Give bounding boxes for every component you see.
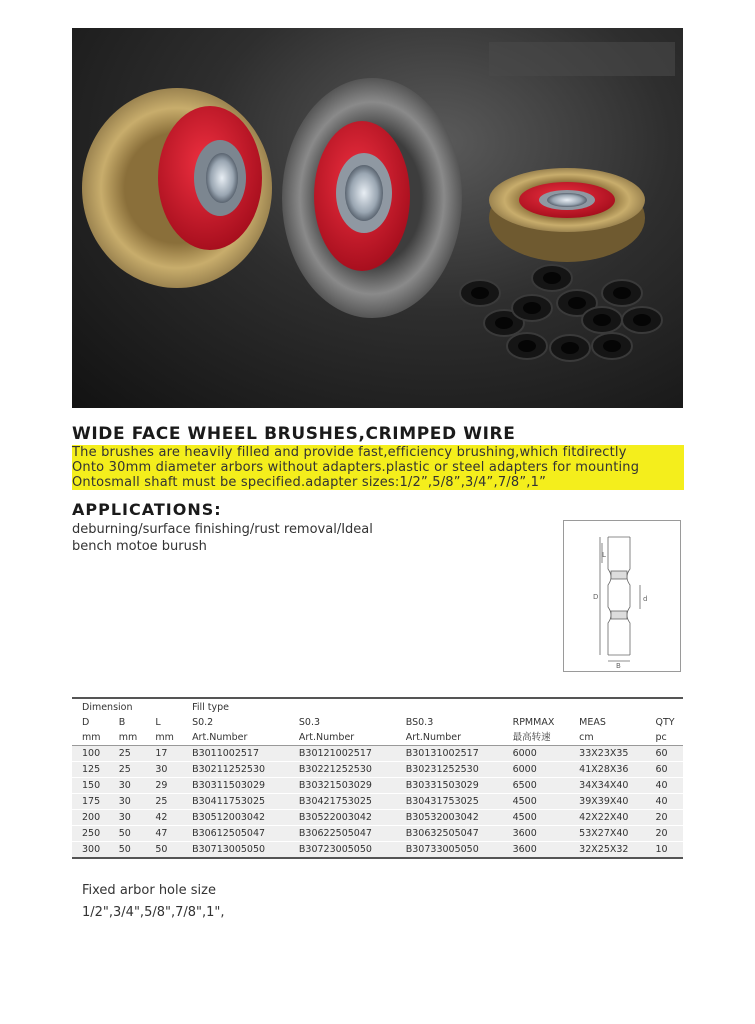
spec-table: [72, 697, 683, 859]
applications-heading: APPLICATIONS:: [72, 500, 222, 519]
table-row: [72, 746, 683, 762]
table-cell: 250: [72, 826, 109, 842]
table-cell: B30221252530: [289, 762, 396, 778]
table-units: [72, 730, 683, 746]
table-cell: 40: [645, 794, 683, 810]
table-cell: 100: [72, 746, 109, 762]
table-cell: 25: [145, 794, 182, 810]
column-header: S0.2: [192, 717, 214, 728]
unit-cell: Art.Number: [192, 732, 248, 743]
table-cell: B30733005050: [396, 842, 503, 859]
table-cell: 125: [72, 762, 109, 778]
table-cell: B30331503029: [396, 778, 503, 794]
dimension-diagram: [563, 520, 681, 672]
table-cell: 300: [72, 842, 109, 859]
table-cell: 3600: [503, 842, 570, 859]
table-cell: 41X28X36: [569, 762, 645, 778]
group-dimension: Dimension: [82, 701, 133, 713]
table-header: [72, 715, 683, 730]
table-cell: 20: [645, 810, 683, 826]
table-cell: 4500: [503, 810, 570, 826]
unit-cell: 最高转速: [512, 732, 551, 743]
description-line: Ontosmall shaft must be specified.adapter sizes:1/2”,5/8”,3/4”,7/8”,1”: [72, 475, 684, 490]
table-cell: 6500: [503, 778, 570, 794]
unit-cell: mm: [82, 732, 101, 743]
table-cell: B30622505047: [289, 826, 396, 842]
table-cell: 175: [72, 794, 109, 810]
table-cell: B30522003042: [289, 810, 396, 826]
product-photo: [72, 28, 683, 408]
table-row: [72, 826, 683, 842]
table-cell: 20: [645, 826, 683, 842]
applications-text: [72, 521, 373, 555]
column-header: RPMMAX: [512, 717, 555, 728]
steel-wheel: [282, 78, 462, 318]
table-cell: 47: [145, 826, 182, 842]
applications-line: deburning/surface finishing/rust removal/Ideal: [72, 522, 373, 537]
table-cell: 10: [645, 842, 683, 859]
table-cell: 25: [109, 762, 146, 778]
table-cell: B30131002517: [396, 746, 503, 762]
table-cell: 17: [145, 746, 182, 762]
unit-cell: pc: [655, 732, 667, 743]
unit-cell: mm: [118, 732, 138, 743]
table-cell: 30: [145, 762, 182, 778]
table-cell: B30311503029: [182, 778, 289, 794]
product-description: [72, 445, 684, 490]
column-header: QTY: [655, 717, 675, 728]
table-cell: B30532003042: [396, 810, 503, 826]
table-cell: 40: [645, 778, 683, 794]
table-cell: B30431753025: [396, 794, 503, 810]
table-row: [72, 794, 683, 810]
brass-wheel-small: [489, 168, 645, 262]
table-cell: 50: [145, 842, 182, 859]
table-cell: B30632505047: [396, 826, 503, 842]
table-cell: 30: [109, 810, 146, 826]
table-cell: 30: [109, 778, 146, 794]
table-cell: 29: [145, 778, 182, 794]
table-cell: B30121002517: [289, 746, 396, 762]
table-cell: B30612505047: [182, 826, 289, 842]
brass-wheel-large: [82, 88, 272, 288]
table-cell: 6000: [503, 762, 570, 778]
table-cell: 50: [109, 842, 146, 859]
table-cell: B30723005050: [289, 842, 396, 859]
table-cell: 33X23X35: [569, 746, 645, 762]
column-header: B: [118, 717, 126, 728]
column-header: L: [155, 717, 161, 728]
table-cell: 50: [109, 826, 146, 842]
table-cell: 42: [145, 810, 182, 826]
group-fill-type: Fill type: [192, 701, 229, 713]
wheel-brushes-illustration: [72, 28, 683, 408]
description-line: The brushes are heavily filled and provide fast,efficiency brushing,which fitdirectly: [72, 445, 684, 460]
table-cell: 4500: [503, 794, 570, 810]
table-cell: 150: [72, 778, 109, 794]
table-cell: B3011002517: [182, 746, 289, 762]
table-row: [72, 778, 683, 794]
product-title: WIDE FACE WHEEL BRUSHES,CRIMPED WIRE: [72, 424, 516, 444]
unit-cell: Art.Number: [298, 732, 355, 743]
arbor-label: Fixed arbor hole size: [82, 883, 216, 898]
arbor-info: [82, 880, 225, 924]
table-cell: 200: [72, 810, 109, 826]
description-line: Onto 30mm diameter arbors without adapters.plastic or steel adapters for mounting: [72, 460, 684, 475]
table-cell: 34X34X40: [569, 778, 645, 794]
table-cell: 60: [645, 762, 683, 778]
table-cell: B30512003042: [182, 810, 289, 826]
column-header: D: [82, 717, 90, 728]
unit-cell: cm: [579, 732, 594, 743]
table-cell: B30321503029: [289, 778, 396, 794]
unit-cell: mm: [155, 732, 174, 743]
table-cell: 60: [645, 746, 683, 762]
table-cell: B30713005050: [182, 842, 289, 859]
table-row: [72, 762, 683, 778]
table-body: [72, 746, 683, 859]
column-header: S0.3: [298, 717, 321, 728]
applications-line: bench motoe burush: [72, 539, 207, 554]
unit-cell: Art.Number: [405, 732, 462, 743]
column-header: BS0.3: [405, 717, 434, 728]
label-D: D: [593, 593, 599, 601]
table-cell: 32X25X32: [569, 842, 645, 859]
table-cell: B30211252530: [182, 762, 289, 778]
table-cell: 53X27X40: [569, 826, 645, 842]
column-header: MEAS: [579, 717, 606, 728]
table-row: [72, 810, 683, 826]
table-cell: 30: [109, 794, 146, 810]
table-cell: B30231252530: [396, 762, 503, 778]
label-d: d: [643, 595, 648, 603]
table-cell: B30411753025: [182, 794, 289, 810]
arbor-sizes: 1/2",3/4",5/8",7/8",1",: [82, 905, 225, 920]
table-cell: 39X39X40: [569, 794, 645, 810]
table-cell: 3600: [503, 826, 570, 842]
table-cell: 42X22X40: [569, 810, 645, 826]
plastic-adapters: [460, 265, 662, 361]
table-cell: 6000: [503, 746, 570, 762]
label-B: B: [616, 662, 621, 670]
table-cell: 25: [109, 746, 146, 762]
table-cell: B30421753025: [289, 794, 396, 810]
table-group-header: [72, 698, 683, 715]
brush-cross-section: [564, 521, 680, 671]
label-L: L: [602, 551, 606, 559]
table-row: [72, 842, 683, 859]
